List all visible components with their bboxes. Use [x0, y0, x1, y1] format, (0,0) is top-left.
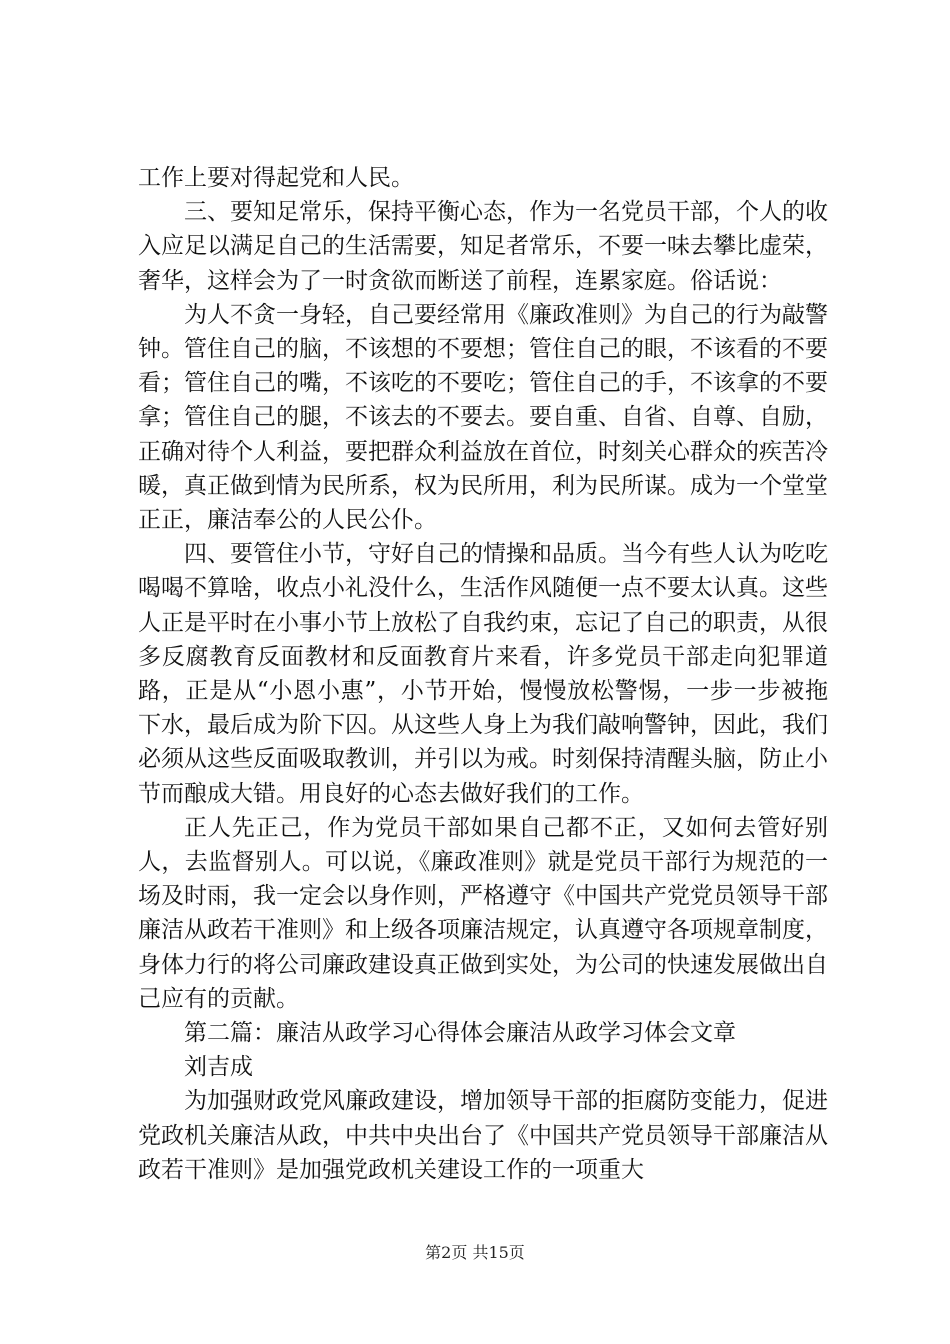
section-heading: 第二篇：廉洁从政学习心得体会廉洁从政学习体会文章	[184, 1020, 736, 1047]
paragraph-1: 工作上要对得起党和人民。	[138, 165, 414, 191]
document-body	[138, 161, 828, 1187]
author-name: 刘吉成	[184, 1054, 253, 1081]
paragraph-3: 为人不贪一身轻，自己要经常用《廉政准则》为自己的行为敲警钟。管住自己的脑，不该想的不要想；管住自己的眼，不该看的不要看；管住自己的嘴，不该吃的不要吃；管住自己的手，不该拿的不要拿；管住自己的腿，不该去的不要去。要自重、自省、自尊、自励，正确对待个人利益，要把群众利益放在首位，时刻关心群众的疾苦冷暖，真正做到情为民所系，权为民所用，利为民所谋。成为一个堂堂正正，廉洁奉公的人民公仆。	[138, 301, 828, 534]
paragraph-6: 为加强财政党风廉政建设，增加领导干部的拒腐防变能力，促进党政机关廉洁从政，中共中央出台了《中国共产党员领导干部廉洁从政若干准则》是加强党政机关建设工作的一项重大	[138, 1088, 828, 1183]
page-number-footer: 第2页 共15页	[425, 1243, 525, 1262]
paragraph-4: 四、要管住小节，守好自己的情操和品质。当今有些人认为吃吃喝喝不算啥，收点小礼没什么，生活作风随便一点不要太认真。这些人正是平时在小事小节上放松了自我约束，忘记了自己的职责，从很多反腐教育反面教材和反面教育片来看，许多党员干部走向犯罪道路，正是从“小恩小惠”，小节开始，慢慢放松警惕，一步一步被拖下水，最后成为阶下囚。从这些人身上为我们敲响警钟，因此，我们必须从这些反面吸取教训，并引以为戒。时刻保持清醒头脑，防止小节而酿成大错。用良好的心态去做好我们的工作。	[138, 541, 828, 807]
paragraph-2: 三、要知足常乐，保持平衡心态，作为一名党员干部，个人的收入应足以满足自己的生活需要，知足者常乐，不要一味去攀比虚荣，奢华，这样会为了一时贪欲而断送了前程，连累家庭。俗话说：	[138, 199, 828, 294]
paragraph-5: 正人先正己，作为党员干部如果自己都不正，又如何去管好别人，去监督别人。可以说，《廉政准则》就是党员干部行为规范的一场及时雨，我一定会以身作则，严格遵守《中国共产党党员领导干部廉洁从政若干准则》和上级各项廉洁规定，认真遵守各项规章制度，身体力行的将公司廉政建设真正做到实处，为公司的快速发展做出自己应有的贡献。	[138, 814, 828, 1012]
